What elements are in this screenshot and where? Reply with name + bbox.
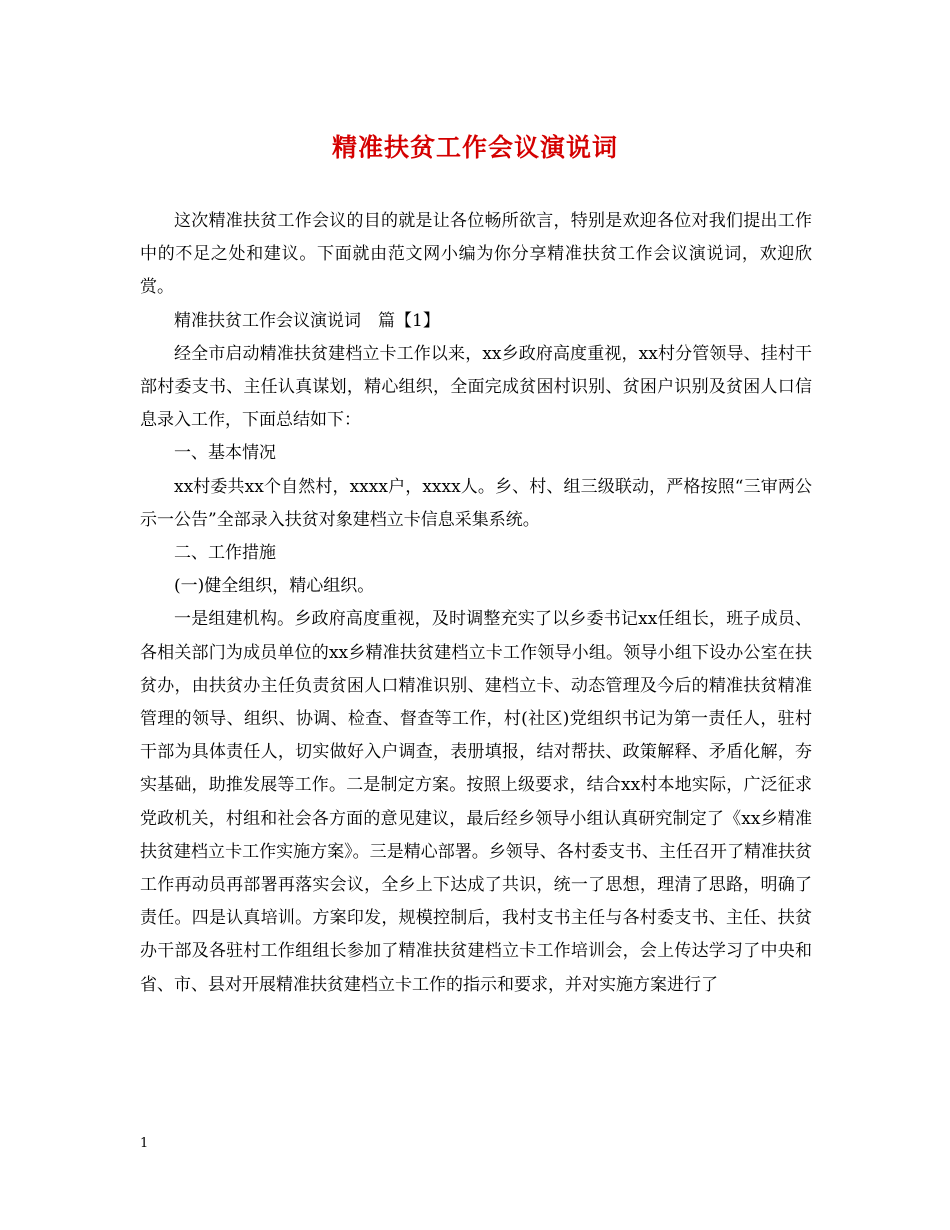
paragraph-intro: 这次精准扶贫工作会议的目的就是让各位畅所欲言，特别是欢迎各位对我们提出工作中的不足之处和建议。下面就由范文网小编为你分享精准扶贫工作会议演说词，欢迎欣赏。 <box>140 211 812 298</box>
document-body <box>140 205 812 1002</box>
heading-basic-situation: 一、基本情况 <box>174 443 276 464</box>
document-title: 精准扶贫工作会议演说词 <box>331 133 618 162</box>
heading-work-measures: 二、工作措施 <box>174 543 276 564</box>
paragraph-opening: 经全市启动精准扶贫建档立卡工作以来，xx乡政府高度重视，xx村分管领导、挂村干部村委支书、主任认真谋划，精心组织，全面完成贫困村识别、贫困户识别及贫困人口信息录入工作，下面总结如下： <box>140 343 812 431</box>
subheading-organization: (一)健全组织，精心组织。 <box>174 576 375 597</box>
paragraph-basic-situation: xx村委共xx个自然村，xxxx户，xxxx人。乡、村、组三级联动，严格按照“三审两公示一公告”全部录入扶贫对象建档立卡信息采集系统。 <box>140 476 812 530</box>
paragraph-organization: 一是组建机构。乡政府高度重视，及时调整充实了以乡委书记xx任组长，班子成员、各相关部门为成员单位的xx乡精准扶贫建档立卡工作领导小组。领导小组下设办公室在扶贫办，由扶贫办主任负责贫困人口精准识别、建档立卡、动态管理及今后的精准扶贫精准管理的领导、组织、协调、检查、督查等工作，村(社区)党组织书记为第一责任人，驻村干部为具体责任人，切实做好入户调查，表册填报，结对帮扶、政策解释、矛盾化解，夯实基础，助推发展等工作。二是制定方案。按照上级要求，结合xx村本地实际，广泛征求党政机关，村组和社会各方面的意见建议，最后经乡领导小组认真研究制定了《xx乡精准扶贫建档立卡工作实施方案》。三是精心部署。乡领导、各村委支书、主任召开了精准扶贫工作再动员再部署再落实会议，全乡上下达成了共识，统一了思想，理清了思路，明确了责任。四是认真培训。方案印发，规模控制后，我村支书主任与各村委支书、主任、扶贫办干部及各驻村工作组组长参加了精准扶贫建档立卡工作培训会，会上传达学习了中央和省、市、县对开展精准扶贫建档立卡工作的指示和要求，并对实施方案进行了 <box>140 609 812 995</box>
paragraph-section-heading: 精准扶贫工作会议演说词 篇【1】 <box>174 310 440 331</box>
page-number: 1 <box>140 1136 149 1151</box>
